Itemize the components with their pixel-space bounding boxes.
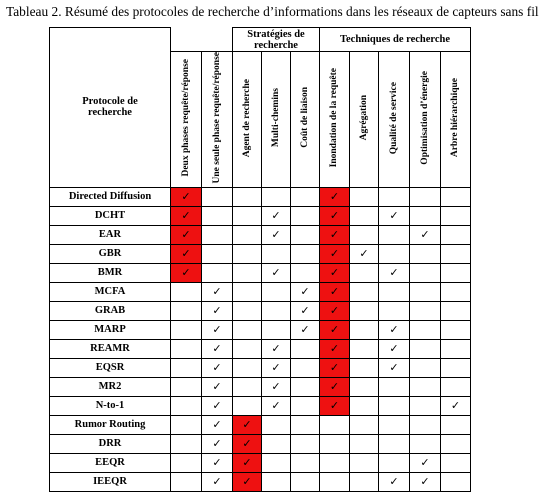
table-cell xyxy=(379,415,410,434)
table-cell xyxy=(202,244,233,263)
check-icon: ✓ xyxy=(389,361,399,374)
table-row xyxy=(50,244,471,263)
table-cell xyxy=(262,225,291,244)
table-cell xyxy=(379,320,410,339)
table-cell xyxy=(262,263,291,282)
table-cell xyxy=(350,187,379,206)
highlighted-cell xyxy=(320,301,350,320)
table-cell xyxy=(379,187,410,206)
protocol-summary-table xyxy=(49,27,471,492)
check-icon: ✓ xyxy=(329,399,340,412)
highlighted-cell xyxy=(320,339,350,358)
table-cell xyxy=(202,396,233,415)
check-icon: ✓ xyxy=(212,456,222,469)
highlighted-cell xyxy=(233,415,262,434)
table-cell xyxy=(410,339,441,358)
table-cell xyxy=(291,377,320,396)
table-cell xyxy=(291,282,320,301)
check-icon: ✓ xyxy=(271,342,281,355)
table-cell xyxy=(441,453,471,472)
table-cell xyxy=(233,282,262,301)
check-icon: ✓ xyxy=(329,190,340,203)
table-cell xyxy=(202,263,233,282)
table-cell xyxy=(410,320,441,339)
column-header-8 xyxy=(410,52,441,188)
table-cell xyxy=(441,206,471,225)
table-cell xyxy=(262,472,291,491)
check-icon: ✓ xyxy=(212,437,222,450)
column-header-label: Inondation de la requête xyxy=(329,68,340,168)
table-cell xyxy=(202,377,233,396)
table-cell xyxy=(291,244,320,263)
check-icon: ✓ xyxy=(212,342,222,355)
column-header-1 xyxy=(202,52,233,188)
protocol-name: MR2 xyxy=(50,377,171,396)
table-cell xyxy=(350,396,379,415)
protocol-name: REAMR xyxy=(50,339,171,358)
column-header-label: Multi-chemins xyxy=(270,88,281,148)
table-cell xyxy=(350,225,379,244)
table-cell xyxy=(350,301,379,320)
table-cell xyxy=(350,339,379,358)
table-cell xyxy=(441,472,471,491)
check-icon: ✓ xyxy=(300,323,310,336)
table-row xyxy=(50,187,471,206)
table-cell xyxy=(233,263,262,282)
column-header-0 xyxy=(171,52,202,188)
table-cell xyxy=(379,225,410,244)
protocol-name: EAR xyxy=(50,225,171,244)
check-icon: ✓ xyxy=(271,228,281,241)
check-icon: ✓ xyxy=(212,323,222,336)
table-cell xyxy=(441,244,471,263)
protocol-name: IEEQR xyxy=(50,472,171,491)
table-cell xyxy=(350,206,379,225)
check-icon: ✓ xyxy=(329,380,340,393)
check-icon: ✓ xyxy=(329,342,340,355)
column-header-label: Arbre hiérarchique xyxy=(450,78,461,158)
table-cell xyxy=(233,244,262,263)
protocol-column-header: Protocole de recherche xyxy=(50,28,171,188)
highlighted-cell xyxy=(233,453,262,472)
table-cell xyxy=(291,358,320,377)
highlighted-cell xyxy=(320,358,350,377)
table-row xyxy=(50,472,471,491)
table-cell xyxy=(379,263,410,282)
table-cell xyxy=(291,225,320,244)
table-row xyxy=(50,396,471,415)
table-cell xyxy=(262,187,291,206)
check-icon: ✓ xyxy=(389,475,399,488)
column-header-label: Agrégation xyxy=(358,95,369,141)
table-cell xyxy=(410,472,441,491)
table-cell xyxy=(441,377,471,396)
check-icon: ✓ xyxy=(212,361,222,374)
highlighted-cell xyxy=(320,225,350,244)
highlighted-cell xyxy=(171,225,202,244)
highlighted-cell xyxy=(320,377,350,396)
check-icon: ✓ xyxy=(181,247,191,260)
table-cell xyxy=(350,415,379,434)
table-cell xyxy=(410,244,441,263)
check-icon: ✓ xyxy=(181,209,191,222)
table-cell xyxy=(410,301,441,320)
table-row xyxy=(50,358,471,377)
check-icon: ✓ xyxy=(271,361,281,374)
table-cell xyxy=(262,206,291,225)
check-icon: ✓ xyxy=(271,380,281,393)
protocol-name: GBR xyxy=(50,244,171,263)
table-cell xyxy=(233,301,262,320)
table-cell xyxy=(410,453,441,472)
table-cell xyxy=(291,472,320,491)
table-row xyxy=(50,263,471,282)
check-icon: ✓ xyxy=(242,456,252,469)
table-cell xyxy=(320,434,350,453)
table-row xyxy=(50,320,471,339)
protocol-name: N-to-1 xyxy=(50,396,171,415)
table-cell xyxy=(291,434,320,453)
table-cell xyxy=(171,320,202,339)
highlighted-cell xyxy=(320,187,350,206)
table-cell xyxy=(262,244,291,263)
table-cell xyxy=(291,301,320,320)
check-icon: ✓ xyxy=(420,228,430,241)
table-row xyxy=(50,415,471,434)
highlighted-cell xyxy=(320,320,350,339)
table-cell xyxy=(202,301,233,320)
table-cell xyxy=(291,415,320,434)
protocol-name: EEQR xyxy=(50,453,171,472)
table-cell xyxy=(291,206,320,225)
group-header-strategies: Stratégies de recherche xyxy=(233,28,320,52)
table-cell xyxy=(379,396,410,415)
table-cell xyxy=(410,415,441,434)
table-cell xyxy=(262,453,291,472)
table-cell xyxy=(202,320,233,339)
highlighted-cell xyxy=(171,206,202,225)
table-cell xyxy=(320,453,350,472)
table-cell xyxy=(350,453,379,472)
column-header-label: Qualité de service xyxy=(388,81,399,154)
check-icon: ✓ xyxy=(242,475,252,488)
highlighted-cell xyxy=(171,244,202,263)
table-cell xyxy=(350,358,379,377)
check-icon: ✓ xyxy=(212,475,222,488)
check-icon: ✓ xyxy=(329,209,340,222)
table-cell xyxy=(410,282,441,301)
table-cell xyxy=(233,206,262,225)
table-cell xyxy=(171,472,202,491)
table-cell xyxy=(202,339,233,358)
table-cell xyxy=(291,453,320,472)
table-cell xyxy=(350,472,379,491)
check-icon: ✓ xyxy=(242,418,252,431)
check-icon: ✓ xyxy=(300,285,310,298)
check-icon: ✓ xyxy=(181,228,191,241)
empty-group-header xyxy=(171,28,233,52)
table-cell xyxy=(441,396,471,415)
table-cell xyxy=(233,320,262,339)
table-cell xyxy=(233,225,262,244)
table-row xyxy=(50,282,471,301)
column-header-label: Coût de liaison xyxy=(299,87,310,149)
protocol-name: MCFA xyxy=(50,282,171,301)
table-cell xyxy=(410,396,441,415)
table-cell xyxy=(379,377,410,396)
check-icon: ✓ xyxy=(271,209,281,222)
table-row xyxy=(50,377,471,396)
highlighted-cell xyxy=(171,187,202,206)
table-cell xyxy=(171,434,202,453)
highlighted-cell xyxy=(233,434,262,453)
check-icon: ✓ xyxy=(329,247,340,260)
check-icon: ✓ xyxy=(181,190,191,203)
check-icon: ✓ xyxy=(212,399,222,412)
table-cell xyxy=(350,434,379,453)
table-caption: Tableau 2. Résumé des protocoles de recherche d’informations dans les réseaux de capteurs sans fil xyxy=(6,4,539,19)
check-icon: ✓ xyxy=(359,247,369,260)
column-header-2 xyxy=(233,52,262,188)
table-cell xyxy=(410,263,441,282)
table-cell xyxy=(233,377,262,396)
protocol-name: DCHT xyxy=(50,206,171,225)
highlighted-cell xyxy=(171,263,202,282)
table-cell xyxy=(171,339,202,358)
table-cell xyxy=(320,415,350,434)
table-cell xyxy=(350,282,379,301)
table-cell xyxy=(379,358,410,377)
table-cell xyxy=(441,358,471,377)
table-cell xyxy=(410,434,441,453)
table-cell xyxy=(262,377,291,396)
table-cell xyxy=(441,187,471,206)
table-cell xyxy=(291,263,320,282)
protocol-name: GRAB xyxy=(50,301,171,320)
check-icon: ✓ xyxy=(389,342,399,355)
check-icon: ✓ xyxy=(389,266,399,279)
check-icon: ✓ xyxy=(242,437,252,450)
table-cell xyxy=(202,206,233,225)
column-header-label: Agent de recherche xyxy=(241,78,252,157)
table-cell xyxy=(441,415,471,434)
check-icon: ✓ xyxy=(300,304,310,317)
check-icon: ✓ xyxy=(329,266,340,279)
table-cell xyxy=(262,301,291,320)
table-cell xyxy=(233,339,262,358)
table-cell xyxy=(379,434,410,453)
table-cell xyxy=(171,415,202,434)
check-icon: ✓ xyxy=(271,266,281,279)
table-cell xyxy=(202,472,233,491)
table-cell xyxy=(233,187,262,206)
check-icon: ✓ xyxy=(329,323,340,336)
column-header-6 xyxy=(350,52,379,188)
protocol-name: MARP xyxy=(50,320,171,339)
table-cell xyxy=(202,187,233,206)
table-cell xyxy=(291,320,320,339)
highlighted-cell xyxy=(320,282,350,301)
check-icon: ✓ xyxy=(212,285,222,298)
table-cell xyxy=(202,225,233,244)
table-row xyxy=(50,453,471,472)
column-header-4 xyxy=(291,52,320,188)
table-cell xyxy=(379,282,410,301)
table-row xyxy=(50,301,471,320)
group-header-techniques: Techniques de recherche xyxy=(320,28,471,52)
highlighted-cell xyxy=(320,244,350,263)
table-cell xyxy=(350,244,379,263)
table-cell xyxy=(441,263,471,282)
table-cell xyxy=(171,282,202,301)
check-icon: ✓ xyxy=(212,380,222,393)
table-cell xyxy=(379,206,410,225)
check-icon: ✓ xyxy=(329,361,340,374)
check-icon: ✓ xyxy=(271,399,281,412)
highlighted-cell xyxy=(320,263,350,282)
table-cell xyxy=(291,187,320,206)
table-cell xyxy=(262,339,291,358)
check-icon: ✓ xyxy=(329,228,340,241)
table-cell xyxy=(410,225,441,244)
check-icon: ✓ xyxy=(420,456,430,469)
table-cell xyxy=(291,396,320,415)
check-icon: ✓ xyxy=(389,209,399,222)
table-cell xyxy=(441,434,471,453)
highlighted-cell xyxy=(320,206,350,225)
table-cell xyxy=(379,453,410,472)
highlighted-cell xyxy=(233,472,262,491)
protocol-name: BMR xyxy=(50,263,171,282)
table-cell xyxy=(350,377,379,396)
protocol-name: Directed Diffusion xyxy=(50,187,171,206)
table-cell xyxy=(171,453,202,472)
check-icon: ✓ xyxy=(329,285,340,298)
table-cell xyxy=(441,339,471,358)
table-row xyxy=(50,225,471,244)
table-cell xyxy=(262,282,291,301)
table-cell xyxy=(410,358,441,377)
column-header-9 xyxy=(441,52,471,188)
table-cell xyxy=(441,282,471,301)
table-row xyxy=(50,434,471,453)
table-cell xyxy=(202,358,233,377)
table-cell xyxy=(202,453,233,472)
table-cell xyxy=(262,358,291,377)
table-cell xyxy=(441,301,471,320)
protocol-name: Rumor Routing xyxy=(50,415,171,434)
column-header-label: Deux phases requête/réponse xyxy=(180,58,191,177)
table-cell xyxy=(233,396,262,415)
table-cell xyxy=(262,434,291,453)
column-header-3 xyxy=(262,52,291,188)
table-cell xyxy=(379,301,410,320)
table-cell xyxy=(410,377,441,396)
table-cell xyxy=(379,339,410,358)
column-header-5 xyxy=(320,52,350,188)
table-cell xyxy=(202,415,233,434)
table-cell xyxy=(410,206,441,225)
table-cell xyxy=(171,358,202,377)
check-icon: ✓ xyxy=(212,418,222,431)
column-header-7 xyxy=(379,52,410,188)
column-header-label: Optimisation d’énergie xyxy=(419,70,430,165)
protocol-name: EQSR xyxy=(50,358,171,377)
table-cell xyxy=(291,339,320,358)
table-row xyxy=(50,206,471,225)
check-icon: ✓ xyxy=(420,475,430,488)
table-cell xyxy=(379,244,410,263)
check-icon: ✓ xyxy=(212,304,222,317)
table-cell xyxy=(441,320,471,339)
table-row xyxy=(50,339,471,358)
table-cell xyxy=(350,320,379,339)
table-cell xyxy=(171,396,202,415)
table-cell xyxy=(410,187,441,206)
check-icon: ✓ xyxy=(181,266,191,279)
table-cell xyxy=(441,225,471,244)
table-cell xyxy=(379,472,410,491)
protocol-name: DRR xyxy=(50,434,171,453)
table-cell xyxy=(171,301,202,320)
table-cell xyxy=(350,263,379,282)
column-header-label: Une seule phase requête/réponse xyxy=(211,52,222,184)
check-icon: ✓ xyxy=(389,323,399,336)
table-cell xyxy=(202,434,233,453)
check-icon: ✓ xyxy=(329,304,340,317)
table-cell xyxy=(262,396,291,415)
table-cell xyxy=(202,282,233,301)
table-cell xyxy=(320,472,350,491)
table-cell xyxy=(233,358,262,377)
table-cell xyxy=(171,377,202,396)
check-icon: ✓ xyxy=(450,399,461,412)
table-cell xyxy=(262,415,291,434)
table-cell xyxy=(262,320,291,339)
highlighted-cell xyxy=(320,396,350,415)
